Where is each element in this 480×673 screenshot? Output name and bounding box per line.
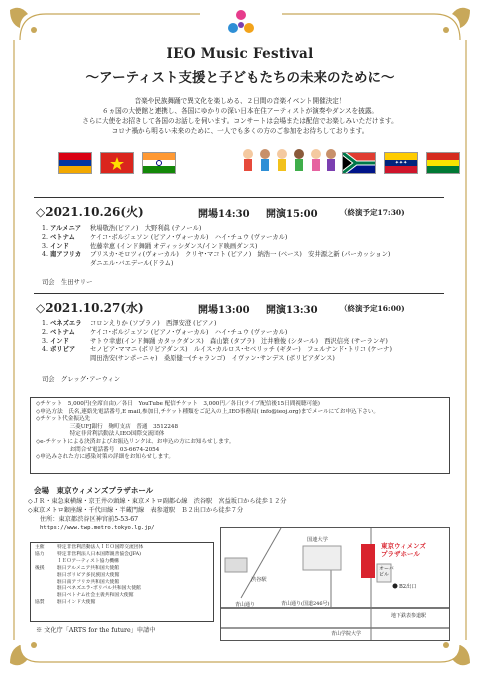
intro-line: コロナ禍から明るい未来のために、一人でも多くの方のご参加をお待ちしております。 <box>111 127 369 135</box>
day2-start-time: 開演13:30 <box>266 305 318 316</box>
sponsor-name: 駐日アルメニア共和国大使館 <box>57 565 120 571</box>
sponsor-role: 協賛 <box>35 600 45 606</box>
item-number: 3. <box>42 337 49 345</box>
performer-names: ダニエル･バエデール(ドラム) <box>90 260 174 268</box>
performer-names: サトウ幸恵(インド舞踊 カタックダンス) 森山繁 (タブラ) 辻井雅俊 (シタール) 西沢信亮 (サーランギ) <box>90 337 388 345</box>
flag-south-africa-icon <box>342 152 376 174</box>
list-item <box>35 600 209 607</box>
venue-url-link[interactable]: https://www.twp.metro.tokyo.lg.jp/ <box>40 525 155 531</box>
country-label <box>50 355 90 364</box>
intro-line: 音楽や民族舞踊で異文化を楽しめる、２日間の音楽イベント開催決定！ <box>134 97 346 105</box>
list-item <box>42 329 452 338</box>
access-line: ◇ＪＲ・東急東横線・京王井の頭線・東京メトロ副都心線 渋谷駅 宮益坂口から徒歩１２分 <box>28 498 287 505</box>
day1-start-time: 開演15:00 <box>266 209 318 220</box>
list-item <box>42 346 452 355</box>
performer-names: ブリスカ･モロツィ(ヴォーカル) クリヤ･マコト (ピアノ) 納浩一 (ベース) 安井源之新 (パーカッション) <box>90 251 391 259</box>
list-item <box>35 552 209 559</box>
flag-armenia-icon <box>58 152 92 174</box>
day2-date: ◇2021.10.27(水) <box>36 301 144 315</box>
performer-names: ケイコ･ボルジェソン (ピアノ･ヴォーカル) ハイ･チュウ (ヴァーカル) <box>90 233 288 241</box>
access-map <box>220 527 450 641</box>
sponsor-role: 後援 <box>35 565 45 571</box>
map-road-label: 青山通り(国道246号) <box>281 601 330 607</box>
item-number <box>42 260 50 269</box>
item-number: 4. <box>42 346 49 354</box>
item-number: 2. <box>42 233 49 241</box>
map-university-label: 国連大学 <box>307 537 328 543</box>
flag-venezuela-icon: ✦✦✦ <box>384 152 418 174</box>
performer-names: コロンえりか (ソプラノ) 西澤安澄 (ピアノ) <box>90 320 217 327</box>
divider <box>34 293 444 294</box>
info-line: ◇申込方法 氏名,連絡先電話番号,E mail,参加日,チケット種類をご記入の上,IEO事務局( info@ieoj.org)までメールにてお申込下さい。 <box>36 408 380 415</box>
info-line: 特定非営利活動法人IEO国際交流団体 <box>36 431 165 438</box>
day2-performer-list <box>42 320 452 364</box>
info-line: お問合せ電話番号 03-6674-2054 <box>36 446 160 453</box>
performer-names: ケイコ･ボルジェソン (ピアノ･ヴォーカル) ハイ･チュウ (ヴァーカル) <box>90 328 288 336</box>
item-number: 1. <box>42 225 49 232</box>
country-label: ボリビア <box>50 346 76 354</box>
list-item <box>35 566 209 573</box>
day1-open-time: 開場14:30 <box>198 209 250 220</box>
list-item <box>42 355 452 364</box>
map-overpass-label: オーバ ピル <box>379 566 394 578</box>
sponsor-name: 特定非営利法人日本国際親善協会(JFA) <box>57 551 141 557</box>
performer-names: 秋場敬浩(ピアノ) 大野利眞 (テノール) <box>90 225 202 232</box>
ieo-logo-icon <box>224 6 258 40</box>
intro-line: さらに大使をお招きして各国のお話しを伺います。コンサートは会場または配信でお楽しみいただけます。 <box>82 117 398 125</box>
performer-names: 岡田浩安(サンポーニャ) 桑原健一(チャランゴ) イヴァン･サンデス (ボリビアダンス) <box>90 355 335 363</box>
sponsor-name: 駐日ベトナム社会主義共和国大使館 <box>57 593 134 599</box>
venue-address: 住所：東京都渋谷区神宮前5-53-67 <box>40 516 139 523</box>
day1-mc: 司会 生田サリー <box>42 279 93 286</box>
country-label: インド <box>50 337 69 345</box>
sponsor-name: 駐日ベネズエラ･ボリバル共和国大使館 <box>57 586 141 592</box>
access-line: ◇東京メトロ銀座線・千代田線・半蔵門線 表参道駅 Ｂ２出口から徒歩７分 <box>28 507 244 514</box>
day1-performer-list <box>42 225 452 269</box>
info-line: ◇チケット 5,000円(全席自由)／各日 YouTube 配信チケット 3,000円／各日(ライブ配信後15日間視聴可能) <box>36 401 320 407</box>
list-item <box>35 545 209 552</box>
sponsor-role: 主催 <box>35 545 45 550</box>
ticket-info-box <box>30 397 450 474</box>
day2-mc: 司会 グレッグ･アーウィン <box>42 376 121 383</box>
sponsor-role: 協力 <box>35 551 45 557</box>
intro-text <box>40 96 440 136</box>
map-station-shibuya-label: 渋谷駅 <box>251 577 267 583</box>
list-item <box>42 251 452 260</box>
sponsor-list <box>30 542 214 622</box>
list-item <box>42 320 452 329</box>
sponsor-name: 駐日インド大使館 <box>57 600 96 606</box>
page-subtitle: 〜アーティスト支援と子どもたちの未来のために〜 <box>85 70 395 86</box>
item-number: 4. <box>42 251 49 259</box>
flag-vietnam-icon <box>100 152 134 174</box>
country-label: インド <box>50 242 69 250</box>
list-item <box>35 559 209 566</box>
country-label: ベトナム <box>50 328 75 336</box>
info-line: 三菱UFJ銀行 麹町支店 普通 3512248 <box>36 423 179 430</box>
map-omotesando-label: 地下鉄表参道駅 <box>391 613 427 619</box>
item-number: 1. <box>42 320 49 327</box>
sponsor-name: 特定非営利活動法人ＩＥＯ国際交流団体 <box>57 545 144 550</box>
map-road-label-2: 青山通り <box>235 602 256 608</box>
sponsor-name: 駐日南アフリカ共和国大使館 <box>57 579 120 585</box>
info-line: ◇e-チケットによる決済およびお振込リンクは、お申込の方にお知らせします。 <box>36 438 235 445</box>
info-line: ◇申込みされた方に感染対策の詳細をお知らせします。 <box>36 454 174 461</box>
item-number: 3. <box>42 242 49 250</box>
sponsor-name: ＩＥＯアーティスト協力機構 <box>57 558 119 564</box>
country-label: アルメニア <box>50 225 82 232</box>
intro-line: ６ヵ国の大使館と連携し、各国にゆかりの深い日本在住アーティストが演奏やダンスを披露。 <box>101 107 379 115</box>
flag-india-icon <box>142 152 176 174</box>
day2-end-time: （終演予定16:00) <box>340 304 405 313</box>
map-exit-b2-label: B2出口 <box>399 584 417 590</box>
day1-end-time: （終演予定17:30) <box>340 208 405 217</box>
country-label: ベトナム <box>50 233 75 241</box>
info-line: ◇チケット代金振込先 <box>36 416 91 423</box>
list-item <box>42 260 452 269</box>
divider <box>34 197 444 198</box>
performer-names: 佐藤幸恵 (インド舞踊 オディッシダンス/インド映画ダンス) <box>90 242 258 250</box>
country-label <box>50 260 90 269</box>
list-item <box>42 234 452 243</box>
item-number <box>42 355 50 364</box>
item-number: 2. <box>42 328 49 336</box>
country-label: ベネズエラ <box>50 320 82 327</box>
country-label: 南アフリカ <box>50 251 82 259</box>
day1-date: ◇2021.10.26(火) <box>36 205 144 219</box>
children-illustration <box>238 146 338 176</box>
map-venue-label: 東京ウィメンズ プラザホール <box>381 542 426 558</box>
list-item <box>35 573 209 580</box>
map-school-label: 青山学院大学 <box>331 631 362 637</box>
performer-names: セノビア･ママニ (ボリビアダンス) ルイス･カルロス･セベリッチ (ギター) フェルナンド･トリコ (ケーナ) <box>90 346 392 354</box>
sponsor-name: 駐日ボリビア多民族国大使館 <box>57 572 120 578</box>
venue-title: 会場 東京ウィメンズプラザホール <box>34 486 154 495</box>
day2-open-time: 開場13:00 <box>198 305 250 316</box>
list-item <box>42 225 452 234</box>
footnote: ※ 文化庁「ARTS for the future」申請中 <box>36 627 156 634</box>
page-title: IEO Music Festival <box>166 46 314 62</box>
flag-bolivia-icon <box>426 152 460 174</box>
